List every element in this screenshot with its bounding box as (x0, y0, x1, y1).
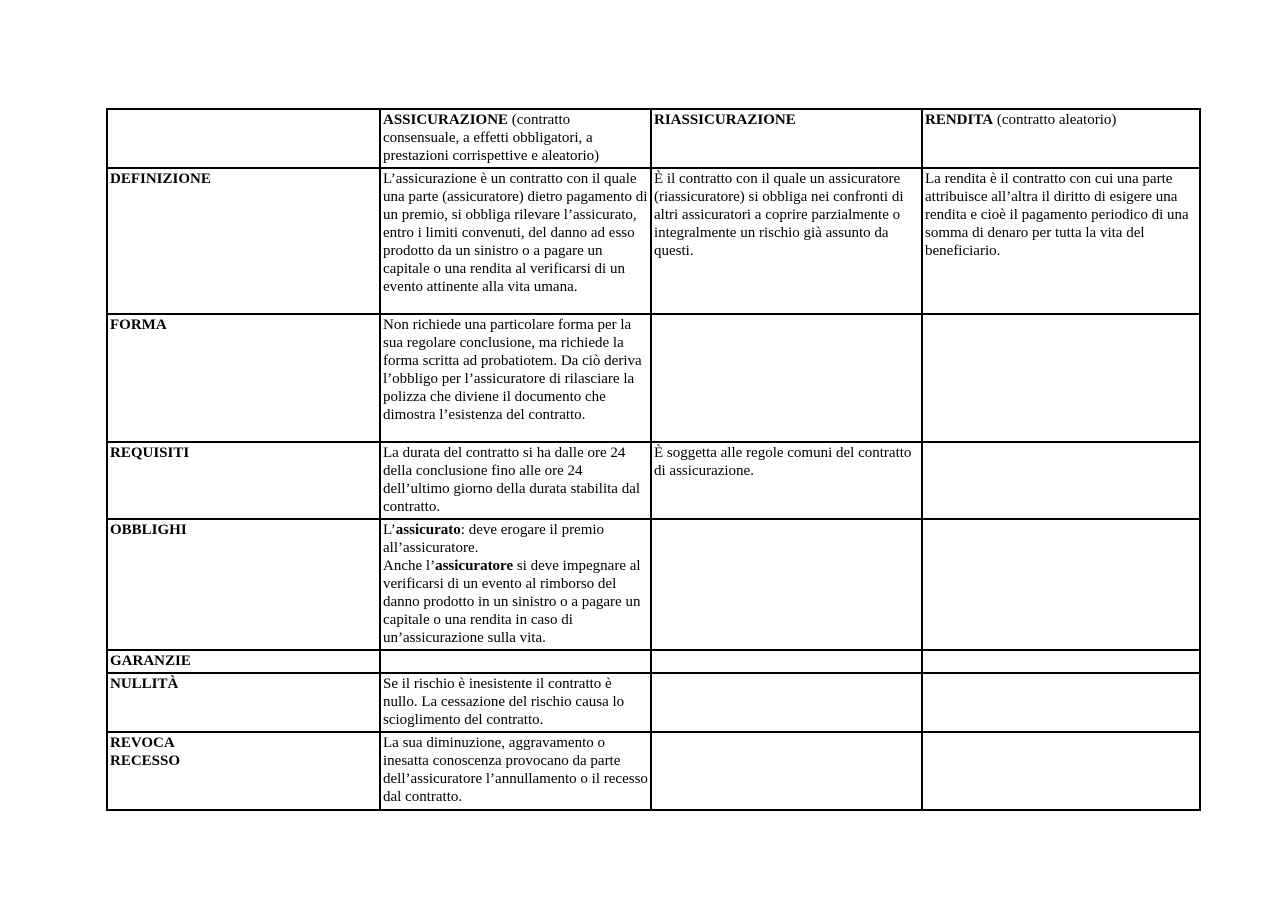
cell-definizione-riassicurazione: È il contratto con il quale un assicuratore (riassicuratore) si obbliga nei confronti di altri assicuratori a coprire parzialmente o integralmente un rischio già assunto da questi. (651, 168, 922, 314)
cell-revoca-riassicurazione (651, 732, 922, 810)
table-row-requisiti (107, 442, 1200, 519)
header-rendita-note: (contratto aleatorio) (993, 112, 1117, 128)
row-label-revoca-recesso (107, 732, 380, 810)
header-assicurazione-title: ASSICURAZIONE (383, 112, 509, 128)
row-label-requisiti: REQUISITI (107, 442, 380, 519)
cell-nullita-assicurazione: Se il rischio è inesistente il contratto è nullo. La cessazione del rischio causa lo scioglimento del contratto. (380, 673, 651, 732)
cell-nullita-riassicurazione (651, 673, 922, 732)
cell-requisiti-rendita (922, 442, 1200, 519)
obblighi-p2-pre: Anche l’ (383, 558, 436, 574)
obblighi-paragraph-assicuratore (383, 557, 649, 647)
header-assicurazione (380, 109, 651, 168)
row-label-obblighi: OBBLIGHI (107, 519, 380, 650)
header-corner-cell (107, 109, 380, 168)
obblighi-p1-post: : deve erogare il premio all’assicuratore. (383, 522, 605, 556)
table-row-forma (107, 314, 1200, 442)
row-label-garanzie: GARANZIE (107, 650, 380, 673)
obblighi-paragraph-assicurato (383, 521, 649, 557)
table-row-obblighi (107, 519, 1200, 650)
cell-obblighi-assicurazione (380, 519, 651, 650)
header-riassicurazione-title: RIASSICURAZIONE (654, 112, 796, 128)
comparison-table (106, 108, 1201, 811)
obblighi-p2-post: si deve impegnare al verificarsi di un evento al rimborso del danno prodotto in un sinistro o a pagare un capitale o una rendita in caso di un’assicurazione sulla vita. (383, 558, 641, 646)
cell-forma-riassicurazione (651, 314, 922, 442)
cell-garanzie-assicurazione (380, 650, 651, 673)
cell-revoca-assicurazione: La sua diminuzione, aggravamento o inesatta conoscenza provocano da parte dell’assicuratore l’annullamento o il recesso dal contratto. (380, 732, 651, 810)
table-row-revoca-recesso (107, 732, 1200, 810)
obblighi-p1-bold: assicurato (395, 522, 461, 538)
table-header-row (107, 109, 1200, 168)
header-rendita (922, 109, 1200, 168)
row-label-forma: FORMA (107, 314, 380, 442)
header-assicurazione-note: (contratto consensuale, a effetti obbligatori, a prestazioni corrispettive e aleatorio) (383, 112, 600, 164)
header-riassicurazione (651, 109, 922, 168)
cell-nullita-rendita (922, 673, 1200, 732)
cell-garanzie-riassicurazione (651, 650, 922, 673)
table-row-nullita (107, 673, 1200, 732)
row-label-definizione: DEFINIZIONE (107, 168, 380, 314)
cell-revoca-rendita (922, 732, 1200, 810)
cell-definizione-assicurazione: L’assicurazione è un contratto con il quale una parte (assicuratore) dietro pagamento di un premio, si obbliga rilevare l’assicurato, entro i limiti convenuti, del danno ad esso prodotto da un sinistro o a pagare un capitale o una rendita al verificarsi di un evento attinente alla vita umana. (380, 168, 651, 314)
cell-forma-rendita (922, 314, 1200, 442)
cell-requisiti-riassicurazione: È soggetta alle regole comuni del contratto di assicurazione. (651, 442, 922, 519)
cell-definizione-rendita: La rendita è il contratto con cui una parte attribuisce all’altra il diritto di esigere una rendita e cioè il pagamento periodico di una somma di denaro per tutta la vita del beneficiario. (922, 168, 1200, 314)
header-rendita-title: RENDITA (925, 112, 994, 128)
cell-obblighi-rendita (922, 519, 1200, 650)
table-row-definizione (107, 168, 1200, 314)
row-label-revoca: REVOCA (110, 735, 175, 751)
row-label-recesso: RECESSO (110, 753, 181, 769)
cell-forma-assicurazione: Non richiede una particolare forma per la sua regolare conclusione, ma richiede la forma scritta ad probatiotem. Da ciò deriva l’obbligo per l’assicuratore di rilasciare la polizza che diviene il documento che dimostra l’esistenza del contratto. (380, 314, 651, 442)
cell-garanzie-rendita (922, 650, 1200, 673)
table-row-garanzie (107, 650, 1200, 673)
row-label-nullita: NULLITÀ (107, 673, 380, 732)
cell-requisiti-assicurazione: La durata del contratto si ha dalle ore 24 della conclusione fino alle ore 24 dell’ultimo giorno della durata stabilita dal contratto. (380, 442, 651, 519)
cell-obblighi-riassicurazione (651, 519, 922, 650)
obblighi-p1-pre: L’ (383, 522, 396, 538)
obblighi-p2-bold: assicuratore (435, 558, 514, 574)
